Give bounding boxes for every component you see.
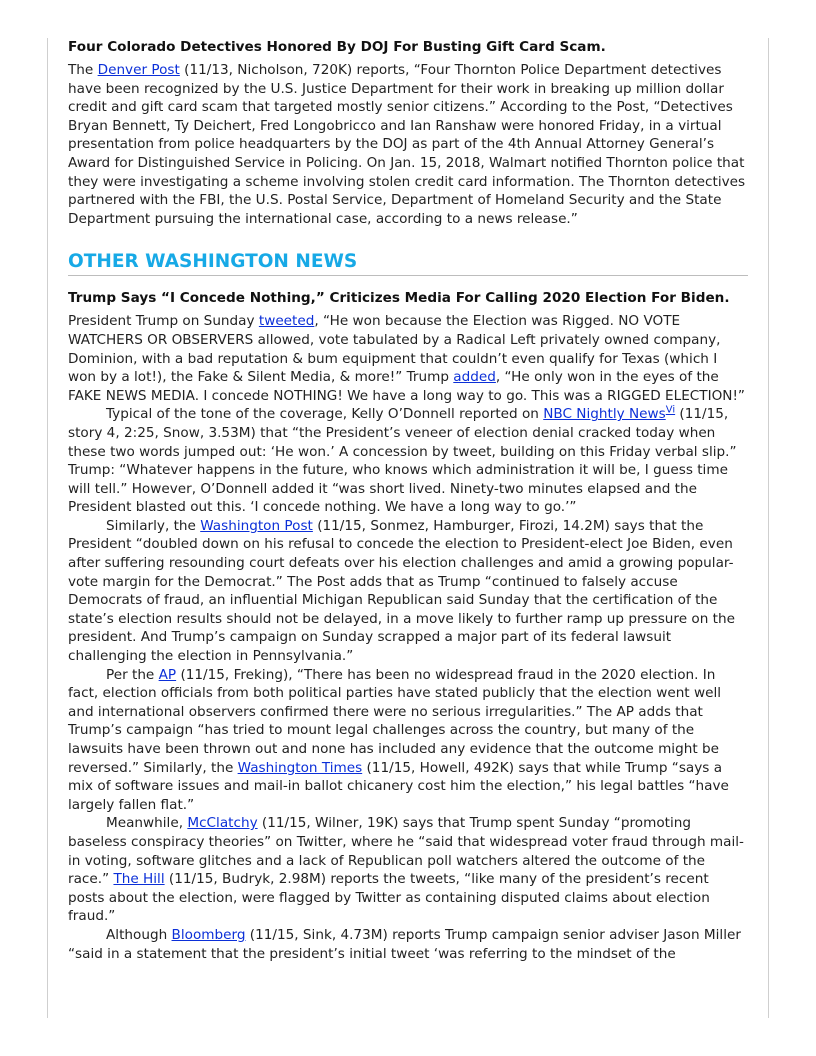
story-paragraph xyxy=(68,814,748,926)
story-paragraph xyxy=(68,517,748,666)
text-span: President Trump on Sunday xyxy=(68,313,259,330)
section-heading-other-washington-news: OTHER WASHINGTON NEWS xyxy=(68,250,748,276)
link-washington-post[interactable]: Washington Post xyxy=(200,517,313,534)
story-headline-colorado: Four Colorado Detectives Honored By DOJ For Busting Gift Card Scam. xyxy=(68,39,606,55)
text-span: (11/15, Sink, 4.73M) reports Trump campaign senior adviser Jason Miller “said in a statement that the president’s initial tweet ‘was referring to the mindset of the xyxy=(68,926,741,962)
document-body xyxy=(68,38,748,963)
link-ap[interactable]: AP xyxy=(158,666,177,683)
link-video-marker[interactable]: Vi xyxy=(665,404,676,416)
text-span: The xyxy=(68,62,98,78)
text-span: , “He only won in the eyes of the FAKE NEWS MEDIA. I concede NOTHING! We have a long way to go. This was a RIGGED ELECTION!” xyxy=(68,369,745,404)
story-paragraph xyxy=(68,666,748,815)
text-span: (11/15, story 4, 2:25, Snow, 3.53M) that “the President’s veneer of election denial cracked today when these two words jumped out: ‘He won.’ A concession by tweet, building on this Friday verbal slip.” Trump: “Whatever happens in the future, who knows which administration it will be, I guess time will tell.” However, O’Donnell added it “was short lived. Ninety-two minutes elapsed and the President blasted out this. ‘I concede nothing. We have a long way to go.’” xyxy=(68,406,737,516)
text-span: (11/15, Freking), “There has been no widespread fraud in the 2020 election. In fact, election officials from both political parties have stated publicly that the election went well and international observers confirmed there were no serious irregularities.” The AP adds that Trump’s campaign “has tried to mount legal challenges across the country, but many of the lawsuits have been thrown out and none has included any evidence that the outcome might be reversed.” Similarly, the xyxy=(68,666,721,776)
text-span: (11/15, Sonmez, Hamburger, Firozi, 14.2M) says that the President “doubled down on his refusal to concede the election to President-elect Joe Biden, even after suffering resounding court defeats over his election challenges and amid a growing popular-vote margin for the Democrat.” The Post adds that as Trump “continued to falsely accuse Democrats of fraud, an influential Michigan Republican said Sunday that the certification of the state’s election results should not be delayed, in a move likely to further ramp up pressure on the president. And Trump’s campaign on Sunday scrapped a major part of its federal lawsuit challenging the election in Pennsylvania.” xyxy=(68,517,735,665)
text-span: Meanwhile, xyxy=(106,815,188,832)
link-washington-times[interactable]: Washington Times xyxy=(237,759,363,776)
story-paragraph xyxy=(68,405,748,517)
text-span: (11/15, Wilner, 19K) says that Trump spent Sunday “promoting baseless conspiracy theories” on Twitter, where he “said that widespread voter fraud through mail-in voting, software glitches and a lack of Republican poll watchers altered the outcome of the race.” xyxy=(68,815,744,888)
text-span: , “He won because the Election was Rigged. NO VOTE WATCHERS OR OBSERVERS allowed, vote tabulated by a Radical Left privately owned company, Dominion, with a bad reputation & bum equipment that couldn’t even qualify for Texas (which I won by a lot!), the Fake & Silent Media, & more!” Trump xyxy=(68,313,721,386)
text-span: (11/15, Howell, 492K) says that while Trump “says a mix of software issues and mail-in ballot chicanery cost him the election,” his legal battles “have largely fallen flat.” xyxy=(68,759,729,813)
link-denver-post[interactable]: Denver Post xyxy=(97,62,180,78)
text-span: Per the xyxy=(106,666,159,683)
link-mcclatchy[interactable]: McClatchy xyxy=(187,815,258,832)
link-bloomberg[interactable]: Bloomberg xyxy=(171,926,246,943)
story-headline-trump: Trump Says “I Concede Nothing,” Criticizes Media For Calling 2020 Election For Biden. xyxy=(68,290,730,307)
link-nbc-nightly-news[interactable]: NBC Nightly News xyxy=(543,406,666,423)
text-span: Similarly, the xyxy=(106,517,201,534)
story-paragraph xyxy=(68,312,748,405)
story-paragraph xyxy=(68,61,748,228)
text-span: (11/13, Nicholson, 720K) reports, “Four Thornton Police Department detectives have been recognized by the U.S. Justice Department for their work in breaking up million dollar credit and gift card scam that targeted mostly senior citizens.” According to the Post, “Detectives Bryan Bennett, Ty Deichert, Fred Longobricco and Ian Ranshaw were honored Friday, in a virtual presentation from police headquarters by the DOJ as part of the 4th Annual Attorney General’s Award for Distinguished Service in Policing. On Jan. 15, 2018, Walmart notified Thornton police that they were investigating a scheme involving stolen credit card information. The Thornton detectives partnered with the FBI, the U.S. Postal Service, Department of Homeland Security and the State Department pursuing the international case, according to a news release.” xyxy=(68,62,746,227)
link-the-hill[interactable]: The Hill xyxy=(113,871,165,888)
text-span: Although xyxy=(106,926,172,943)
story-paragraph xyxy=(68,926,748,963)
link-tweeted[interactable]: tweeted xyxy=(258,313,315,330)
left-margin-rule xyxy=(47,38,48,1018)
text-span: (11/15, Budryk, 2.98M) reports the tweets, “like many of the president’s recent posts about the election, were flagged by Twitter as containing disputed claims about election fraud.” xyxy=(68,871,710,925)
text-span: Typical of the tone of the coverage, Kelly O’Donnell reported on xyxy=(106,406,544,423)
link-added[interactable]: added xyxy=(453,369,496,386)
right-margin-rule xyxy=(768,38,769,1018)
